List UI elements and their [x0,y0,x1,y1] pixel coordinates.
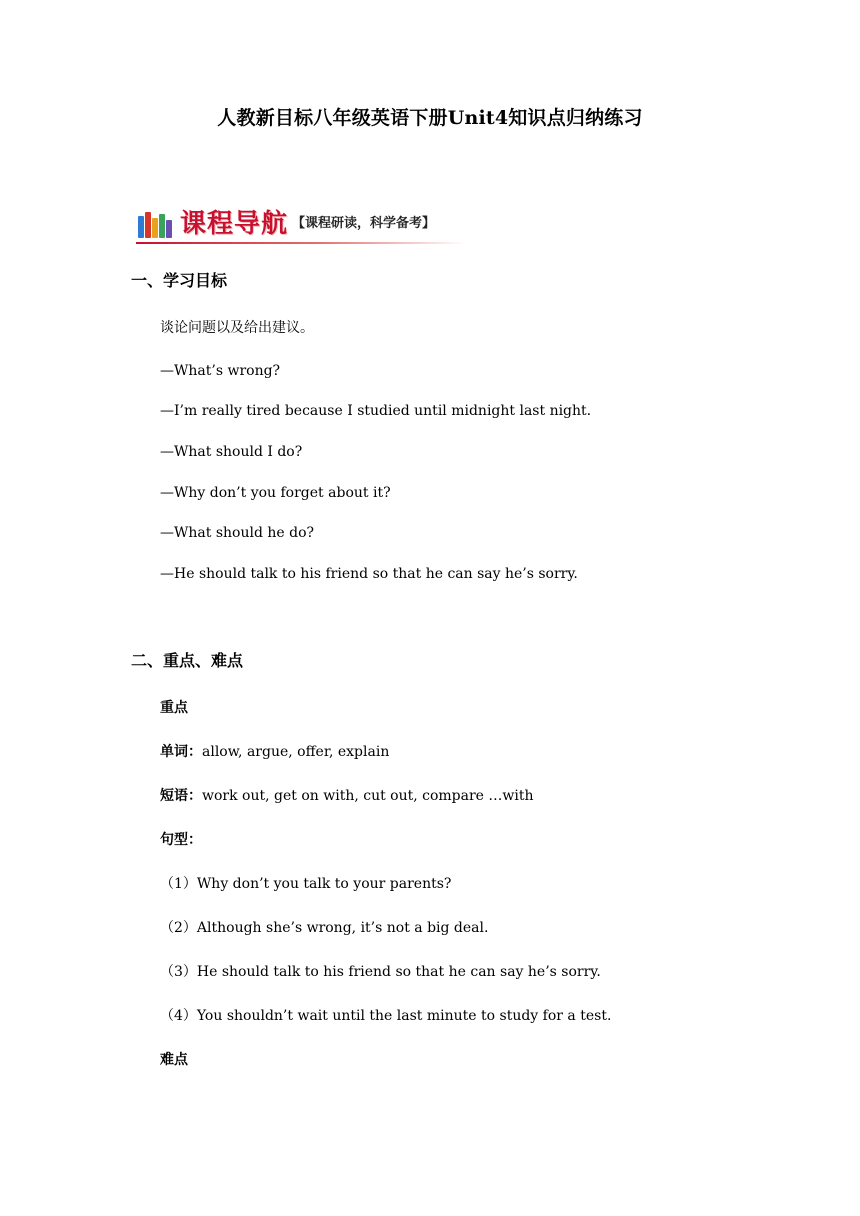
dialog-line: —What should I do? [160,444,303,460]
difficult-points-heading: 难点 [160,1052,188,1068]
dialog-line: —Why don’t you forget about it? [160,485,391,501]
book-spine-3 [152,218,158,238]
banner-sub-text: 【课程研读，科学备考】 [292,216,436,231]
dialog-line: —I’m really tired because I studied until midnight last night. [160,403,592,419]
banner-underline [136,242,466,244]
phrases-value: work out, get on with, cut out, compare …with [202,788,534,804]
phrases-line [160,786,534,806]
dialog-line: —What’s wrong? [160,363,281,379]
section-heading-key-points: 二、重点、难点 [131,651,244,670]
book-spine-5 [166,220,172,238]
dialog-line: —He should talk to his friend so that he can say he’s sorry. [160,566,578,582]
words-label: 单词： [160,744,202,760]
book-spine-2 [145,212,151,238]
pattern-line: （3）He should talk to his friend so that he can say he’s sorry. [160,964,601,980]
patterns-label: 句型： [160,832,202,848]
document-title: 人教新目标八年级英语下册Unit4知识点归纳练习 [217,107,643,129]
banner-main-text: 课程导航 [180,209,289,239]
book-spine-4 [159,214,165,238]
words-line [160,742,389,762]
course-navigation-banner [136,204,466,244]
key-points-heading: 重点 [160,700,188,716]
goal-intro: 谈论问题以及给出建议。 [160,320,314,336]
pattern-line: （1）Why don’t you talk to your parents? [160,876,452,892]
phrases-label: 短语： [160,788,202,804]
section-heading-goals: 一、学习目标 [131,271,228,290]
pattern-line: （4）You shouldn’t wait until the last minute to study for a test. [160,1008,612,1024]
pattern-line: （2）Although she’s wrong, it’s not a big deal. [160,920,489,936]
dialog-line: —What should he do? [160,525,315,541]
books-icon [136,207,174,241]
book-spine-1 [138,216,144,238]
words-value: allow, argue, offer, explain [202,744,390,760]
